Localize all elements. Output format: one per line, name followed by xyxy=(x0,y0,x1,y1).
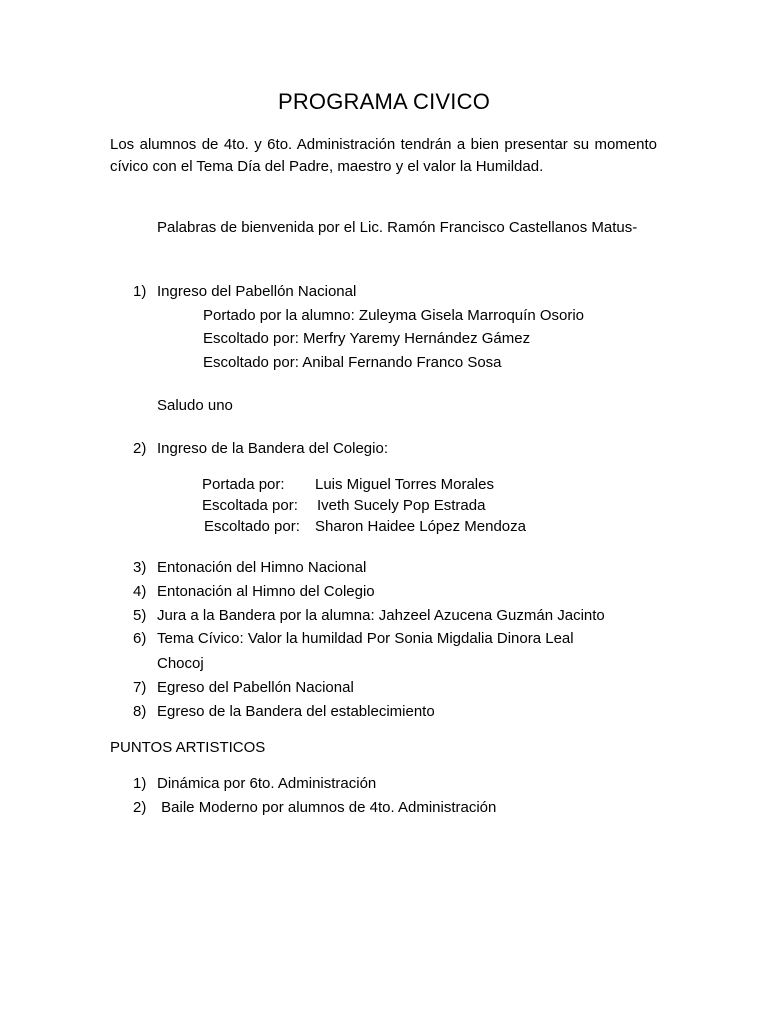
item-6-number: 6) xyxy=(133,630,147,647)
item-2-sub-2-value: Iveth Sucely Pop Estrada xyxy=(317,497,486,514)
item-2-text: Ingreso de la Bandera del Colegio: xyxy=(157,440,388,457)
section-heading-artistic: PUNTOS ARTISTICOS xyxy=(110,739,266,756)
item-2-sub-2-label: Escoltada por: xyxy=(202,497,298,514)
item-1-sub-3: Escoltado por: Anibal Fernando Franco Sosa xyxy=(203,354,502,371)
item-7-number: 7) xyxy=(133,679,147,696)
item-3-number: 3) xyxy=(133,559,147,576)
saludo-line: Saludo uno xyxy=(157,397,233,414)
item-2-sub-3-value: Sharon Haidee López Mendoza xyxy=(315,518,526,535)
item-8-text: Egreso de la Bandera del establecimiento xyxy=(157,703,435,720)
item-4-text: Entonación al Himno del Colegio xyxy=(157,583,375,600)
item-5-text: Jura a la Bandera por la alumna: Jahzeel Azucena Guzmán Jacinto xyxy=(157,607,605,624)
artistic-1-text: Dinámica por 6to. Administración xyxy=(157,775,377,792)
artistic-2-text: Baile Moderno por alumnos de 4to. Administración xyxy=(157,799,497,816)
item-5-number: 5) xyxy=(133,607,147,624)
item-2-number: 2) xyxy=(133,440,147,457)
item-1-text: Ingreso del Pabellón Nacional xyxy=(157,283,357,300)
item-2-sub-2 xyxy=(202,496,485,516)
item-6-continuation: Chocoj xyxy=(157,655,204,672)
page-title: PROGRAMA CIVICO xyxy=(277,89,491,114)
item-6-text: Tema Cívico: Valor la humildad Por Sonia Migdalia Dinora Leal xyxy=(157,630,574,647)
artistic-1-number: 1) xyxy=(133,775,147,792)
item-2-sub-1-label: Portada por: xyxy=(202,476,285,493)
artistic-2-number: 2) xyxy=(133,799,147,816)
item-1-sub-1: Portado por la alumno: Zuleyma Gisela Marroquín Osorio xyxy=(203,307,585,324)
item-1-sub-2: Escoltado por: Merfry Yaremy Hernández Gámez xyxy=(203,330,531,347)
item-2-sub-1-value: Luis Miguel Torres Morales xyxy=(315,476,494,493)
item-8-number: 8) xyxy=(133,703,147,720)
item-3-text: Entonación del Himno Nacional xyxy=(157,559,367,576)
item-7-text: Egreso del Pabellón Nacional xyxy=(157,679,354,696)
item-2-sub-3 xyxy=(204,517,526,537)
intro-paragraph: Los alumnos de 4to. y 6to. Administración tendrán a bien presentar su momento cívico con el Tema Día del Padre, maestro y el valor la Humildad. xyxy=(110,136,657,175)
item-1-number: 1) xyxy=(133,283,147,300)
item-2-sub-1 xyxy=(202,475,494,495)
item-2-sub-3-label: Escoltado por: xyxy=(204,518,300,535)
item-4-number: 4) xyxy=(133,583,147,600)
welcome-paragraph: Palabras de bienvenida por el Lic. Ramón Francisco Castellanos Matus- xyxy=(157,219,638,236)
